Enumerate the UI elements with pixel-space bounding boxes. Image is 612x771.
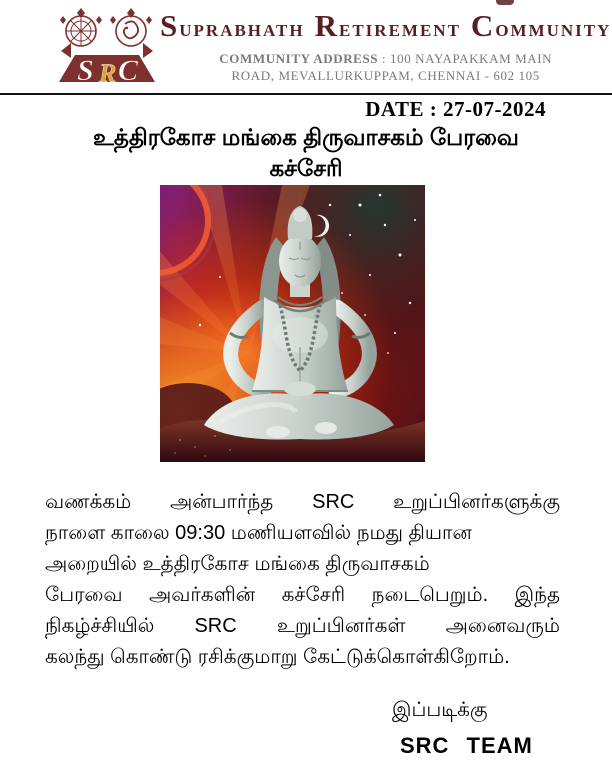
event-title-line1: உத்திரகோச மங்கை திருவாசகம் பேரவை (93, 124, 519, 150)
body-line: கலந்து கொண்டு ரசிக்குமாறு கேட்டுக்கொள்கிறோம். (45, 646, 510, 668)
signature-closing: இப்படிக்கு (392, 699, 488, 721)
address-line2: ROAD, MEVALLURKUPPAM, CHENNAI - 602 105 (231, 68, 540, 83)
event-title (0, 122, 612, 184)
org-name-initial: R (314, 8, 339, 43)
shiva-image (160, 185, 425, 462)
body-line: அறையில் உத்திரகோச மங்கை திருவாசகம் (45, 553, 430, 575)
logo-letter-r: R (99, 59, 117, 85)
org-name-initial: C (470, 8, 496, 43)
community-address (160, 50, 611, 84)
logo-letter-s: S (77, 54, 94, 85)
org-name-initial: S (160, 8, 180, 43)
date-line: DATE : 27-07-2024 (365, 97, 546, 121)
address-line1: : 100 NAYAPAKKAM MAIN (378, 51, 553, 66)
body-line: பேரவை அவர்களின் கச்சேரி நடைபெறும். இந்த (45, 584, 560, 606)
body-line: வணக்கம் அன்பார்ந்த SRC உறுப்பினர்களுக்கு (45, 491, 560, 513)
org-name (160, 8, 612, 47)
announcement-body (45, 487, 560, 673)
scan-artifact (496, 0, 514, 5)
body-line: நாளை காலை 09:30 மணியளவில் நமது தியான (45, 522, 472, 544)
org-name-part: ETIREMENT (339, 21, 461, 40)
address-label: COMMUNITY ADDRESS (219, 51, 379, 66)
event-title-line2: கச்சேரி (269, 155, 343, 181)
org-name-part: OMMUNITY (495, 21, 612, 40)
horizontal-rule (0, 93, 612, 95)
logo-letter-c: C (118, 54, 139, 85)
logo-crown-ornaments (60, 8, 153, 58)
letterhead (0, 0, 612, 88)
letterhead-text (160, 5, 612, 84)
org-name-part: UPRABHATH (179, 21, 305, 40)
body-line: நிகழ்ச்சியில் SRC உறுப்பினர்கள் அனைவரும் (45, 615, 560, 637)
src-logo (54, 5, 160, 85)
signature-team: SRC TEAM (400, 733, 533, 758)
